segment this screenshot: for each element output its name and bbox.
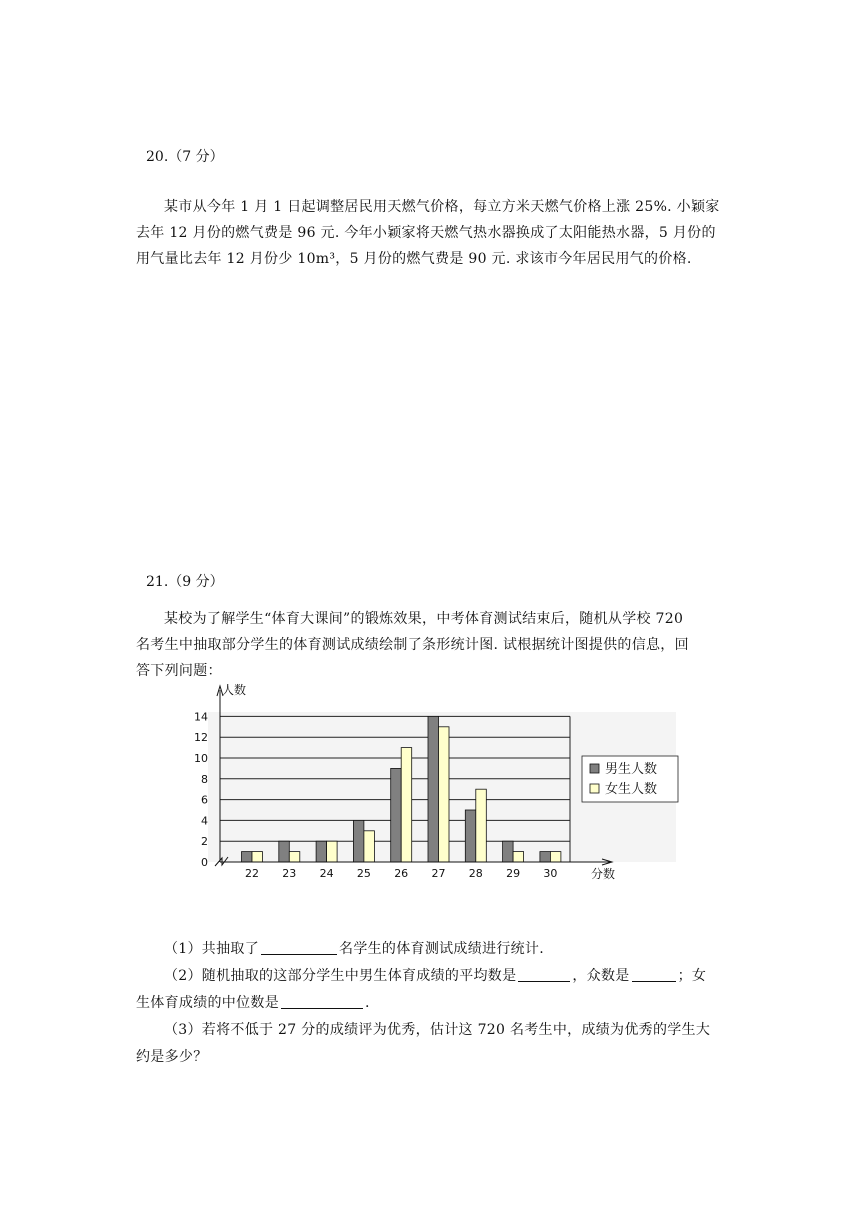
q21-line-3: 答下列问题：: [136, 663, 222, 679]
answer-blank-mode[interactable]: [632, 965, 676, 982]
bar-boys: [428, 716, 439, 862]
bar-girls: [401, 748, 412, 862]
bar-boys: [242, 852, 253, 862]
q20-body: [136, 194, 736, 272]
y-tick-label: 2: [201, 835, 208, 849]
q21-line-1: 某校为了解学生“体育大课间”的锻炼效果，中考体育测试结束后，随机从学校 720: [164, 611, 684, 627]
sub2-text-a: （2）随机抽取的这部分学生中男生体育成绩的平均数是: [164, 968, 517, 984]
y-tick-labels: [194, 710, 208, 869]
bar-girls: [252, 852, 263, 862]
y-tick-label: 6: [201, 793, 208, 807]
y-tick-label: 14: [194, 710, 208, 724]
x-tick-label: 23: [282, 867, 297, 880]
bar-boys: [316, 841, 327, 862]
sub2-text-b: ，众数是: [572, 968, 630, 984]
x-tick-label: 22: [245, 867, 259, 880]
chart-legend: [582, 756, 678, 802]
sub2-text-c: ；女: [677, 968, 707, 984]
q21-number: 21.（9 分）: [146, 574, 224, 590]
bar-boys: [391, 768, 402, 862]
q21-body: [136, 606, 736, 684]
bar-boys: [503, 841, 513, 862]
q20-line-3: 用气量比去年 12 月份少 10m³，5 月份的燃气费是 90 元. 求该市今年居民用气的价格.: [136, 251, 692, 267]
bar-girls: [513, 852, 524, 862]
bar-boys: [279, 841, 290, 862]
x-tick-label: 25: [356, 867, 371, 880]
sub1: [136, 936, 736, 963]
legend-label-girls: 女生人数: [605, 782, 658, 797]
legend-swatch-girls: [590, 784, 599, 793]
bar-girls: [439, 727, 450, 862]
bar-girls: [327, 841, 338, 862]
x-tick-label: 27: [431, 867, 446, 880]
bar-boys: [353, 820, 364, 862]
q20-line-2: 去年 12 月份的燃气费是 96 元. 今年小颖家将天燃气热水器换成了太阳能热水器，5 月份的: [136, 225, 716, 241]
sub2-cont: [136, 990, 736, 1017]
legend-label-boys: 男生人数: [605, 762, 658, 777]
bar-girls: [550, 852, 561, 862]
x-tick-label: 29: [506, 867, 521, 880]
bar-girls: [364, 831, 375, 862]
legend-swatch-boys: [590, 764, 599, 773]
sub2-text-e: .: [365, 995, 370, 1011]
sub2: [136, 963, 736, 990]
bar-girls: [289, 852, 300, 862]
answer-blank-mean[interactable]: [518, 965, 570, 982]
y-tick-label: 8: [201, 772, 208, 786]
bar-boys: [540, 852, 551, 862]
x-tick-label: 24: [319, 867, 334, 880]
sub3-cont: 约是多少？: [136, 1049, 208, 1065]
x-axis-label: 分数: [591, 867, 616, 881]
q20-number: 20.（7 分）: [146, 149, 224, 165]
answer-blank-median[interactable]: [281, 992, 363, 1009]
x-tick-labels: [245, 867, 557, 880]
q20-line-1: 某市从今年 1 月 1 日起调整居民用天燃气价格，每立方米天燃气价格上涨 25%. 小颖家: [164, 199, 720, 215]
x-tick-label: 28: [468, 867, 483, 880]
y-tick-label: 12: [194, 731, 208, 745]
bar-boys: [465, 810, 476, 862]
y-tick-label: 10: [194, 752, 208, 765]
q21-line-2: 名考生中抽取部分学生的体育测试成绩绘制了条形统计图. 试根据统计图提供的信息，回: [136, 637, 689, 653]
y-tick-label: 0: [201, 856, 208, 869]
sub3: （3）若将不低于 27 分的成绩评为优秀，估计这 720 名考生中，成绩为优秀的学生大: [164, 1022, 711, 1038]
bar-chart: [186, 676, 686, 886]
q21-subquestions: [136, 936, 736, 1071]
x-tick-label: 30: [543, 867, 558, 880]
sub2-text-d: 生体育成绩的中位数是: [136, 995, 279, 1011]
y-axis-label: 人数: [222, 683, 247, 697]
sub1-text-b: 名学生的体育测试成绩进行统计.: [339, 941, 544, 957]
y-tick-label: 4: [201, 814, 208, 828]
bar-girls: [476, 789, 487, 862]
answer-blank-total[interactable]: [261, 938, 337, 955]
sub1-text-a: （1）共抽取了: [164, 941, 260, 957]
x-tick-label: 26: [394, 867, 409, 880]
